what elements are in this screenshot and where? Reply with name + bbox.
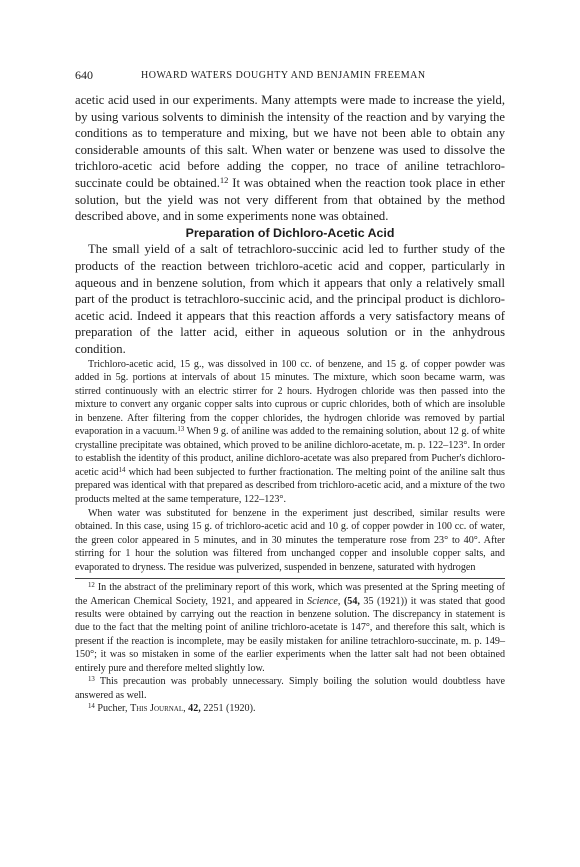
experimental-paragraph-2: When water was substituted for benzene in the experiment just described, similar results were obtained. In this case, using 15 g. of trichloro-acetic acid and 10 g. of copper powder in 100 cc. of water, the green color appeared in 5 minutes, and in 30 minutes the temperature rose from 23° to 40°. After stirring for 1 hour the solution was filtered from unchanged copper and insoluble copper salts, and evaporated to dryness. The residue was pulverized, suspended in benzene, saturated with hydrogen (75, 507, 505, 573)
footnote-14: $^{14}$ Pucher, This Journal, 42, 2251 (1920). (88, 702, 256, 714)
footnotes (75, 581, 505, 715)
running-head: HOWARD WATERS DOUGHTY AND BENJAMIN FREEMAN (141, 70, 426, 81)
experimental-section (75, 358, 505, 575)
section-heading: Preparation of Dichloro-Acetic Acid (185, 225, 395, 240)
footnote-12: $^{12}$ In the abstract of the preliminary report of this work, which was presented at the Spring meeting of the American Chemical Society, 1921, and appeared in Science, (54, 35 (1921)) it was stated that good results were obtained by carrying out the reaction in benzene solution. The discrepancy in statement is due to the fact that the melting point of aniline trichloro-acetate is 147°, and therefore this salt, which is present if the reaction is incomplete, may be easily mistaken for aniline tetrachloro-succinate, m. p. 149–150°; it was so mistaken in some of the earlier experiments when the latter salt had not been obtained entirely pure and therefore melted slightly low. (75, 582, 506, 674)
footnote-ref-12: 12 (219, 175, 229, 186)
footnote-divider (75, 578, 505, 579)
body-paragraph: The small yield of a salt of tetrachloro-succinic acid led to further study of the products of the reaction between trichloro-acetic acid and copper, particularly in aqueous and in benzene solution, from which it appears that only a relatively small part of the product is tetrachloro-succinic acid, and the principal product is dichloro-acetic acid. Indeed it appears that this reaction affords a very satisfactory means of preparation of the latter acid, either in aqueous solution or in the anhydrous condition. (75, 242, 505, 356)
experimental-paragraph-1: Trichloro-acetic acid, 15 g., was dissolved in 100 cc. of benzene, and 15 g. of copper powder was added in 5g. portions at intervals of about 15 minutes. The mixture, which soon became warm, was stirred continuously with an electric stirrer for 2 hours. Hydrogen chloride was then passed into the mixture to convert any organic copper salts into cuprous or cupric chlorides, both of which are insoluble in benzene. After filtering from the copper chlorides, the hydrogen chloride was removed by partial evaporation in a vacuum.$^{13}$ When 9 g. of aniline was added to the remaining solution, about 12 g. of white crystalline precipitate was obtained, which proved to be aniline dichloro-acetate, m. p. 122–123°. In order to establish the identity of this product, aniline dichloro-acetate was also prepared from Pucher's dichloro-acetic acid$^{14}$ which had been subjected to further fractionation. The melting point of the aniline salt thus prepared was identical with that prepared as described from trichloro-acetic acid, and a mixture of the two products melted at the same temperature, 122–123°. (75, 358, 505, 505)
page-number: 640 (75, 68, 93, 82)
footnote-ref-14: 14 (118, 466, 126, 474)
main-text (75, 92, 505, 715)
footnote-13: $^{13}$ This precaution was probably unnecessary. Simply boiling the solution would doubtless have answered as well. (75, 676, 505, 701)
continuation-paragraph: acetic acid used in our experiments. Many attempts were made to increase the yield, by using various solvents to diminish the intensity of the reaction and by varying the conditions as to temperature and mixing, but we have not been able to obtain any considerable amounts of this salt. When water or benzene was used to dissolve the trichloro-acetic acid before adding the copper, no trace of aniline tetrachloro-succinate could be obtained.$^{12}$ It was obtained when the reaction took place in ether solution, but the yield was not very different from that obtained by the method described above, and in some experiments none was obtained. (75, 93, 505, 224)
footnote-ref-13: 13 (177, 426, 185, 434)
